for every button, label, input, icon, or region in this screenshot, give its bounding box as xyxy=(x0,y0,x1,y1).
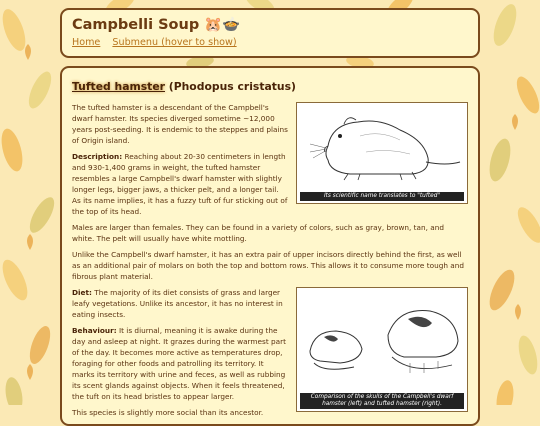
description-label: Description: xyxy=(72,152,123,161)
incisors-paragraph: Unlike the Campbell's dwarf hamster, it has an extra pair of upper incisors directly behind the first, as well as an additional pair of molars on both the top and bottom rows. This allows it to consume more tough and fibrous plant material. xyxy=(72,250,464,281)
hamster-figure xyxy=(296,102,468,204)
site-header xyxy=(60,8,480,58)
social-paragraph: This species is slightly more social than its ancestor. xyxy=(72,408,264,417)
site-title: Campbelli Soup 🐹🍲 xyxy=(72,17,241,33)
article-panel xyxy=(60,66,480,426)
article-title-common: Tufted hamster xyxy=(72,80,165,93)
behaviour-label: Behaviour: xyxy=(72,326,117,335)
hamster-figure-caption: Its scientific name translates to "tufted" xyxy=(300,192,464,201)
skulls-figure-caption: Comparison of the skulls of the Campbell's dwarf hamster (left) and tufted hamster (right). xyxy=(300,393,464,409)
hamster-illustration xyxy=(300,106,464,190)
main-nav xyxy=(72,37,468,48)
diet-text: The majority of its diet consists of grass and larger leafy vegetations. Unlike its ancestor, it has no interest in eating insects. xyxy=(72,288,283,319)
behaviour-text: It is diurnal, meaning it is awake during the day and asleep at night. It grazes during the warmest part of the day. It becomes more active as temperatures drop, foraging for other foods and patrolling its territory. It marks its territory with urine and feces, as well as rubbing its scent glands against objects. When it feels threatened, the tuft on its head bristles to appear larger. xyxy=(72,326,286,401)
diet-label: Diet: xyxy=(72,288,92,297)
males-paragraph: Males are larger than females. They can be found in a variety of colors, such as gray, brown, tan, and white. The pelt will usually have white mottling. xyxy=(72,223,444,243)
nav-link-home[interactable]: Home xyxy=(72,37,101,48)
nav-link-submenu[interactable]: Submenu (hover to show) xyxy=(112,37,237,48)
description-text: Reaching about 20-30 centimeters in length and 930-1,400 grams in weight, the tufted hamster resembles a large Campbell's dwarf hamster with slightly longer legs, bigger jaws, a thicker pelt, and a longer tail. As its name implies, it has a fuzzy tuft of fur sticking out of the top of its head. xyxy=(72,152,288,216)
skulls-illustration xyxy=(300,291,464,391)
intro-paragraph: The tufted hamster is a descendant of the Campbell's dwarf hamster. Its species diverged sometime ~12,000 years post-seeding. It is endemic to the steppes and plains of Origin island. xyxy=(72,103,288,145)
article-title xyxy=(72,80,468,93)
skulls-figure xyxy=(296,287,468,412)
article-title-scientific: (Phodopus cristatus) xyxy=(168,80,296,93)
